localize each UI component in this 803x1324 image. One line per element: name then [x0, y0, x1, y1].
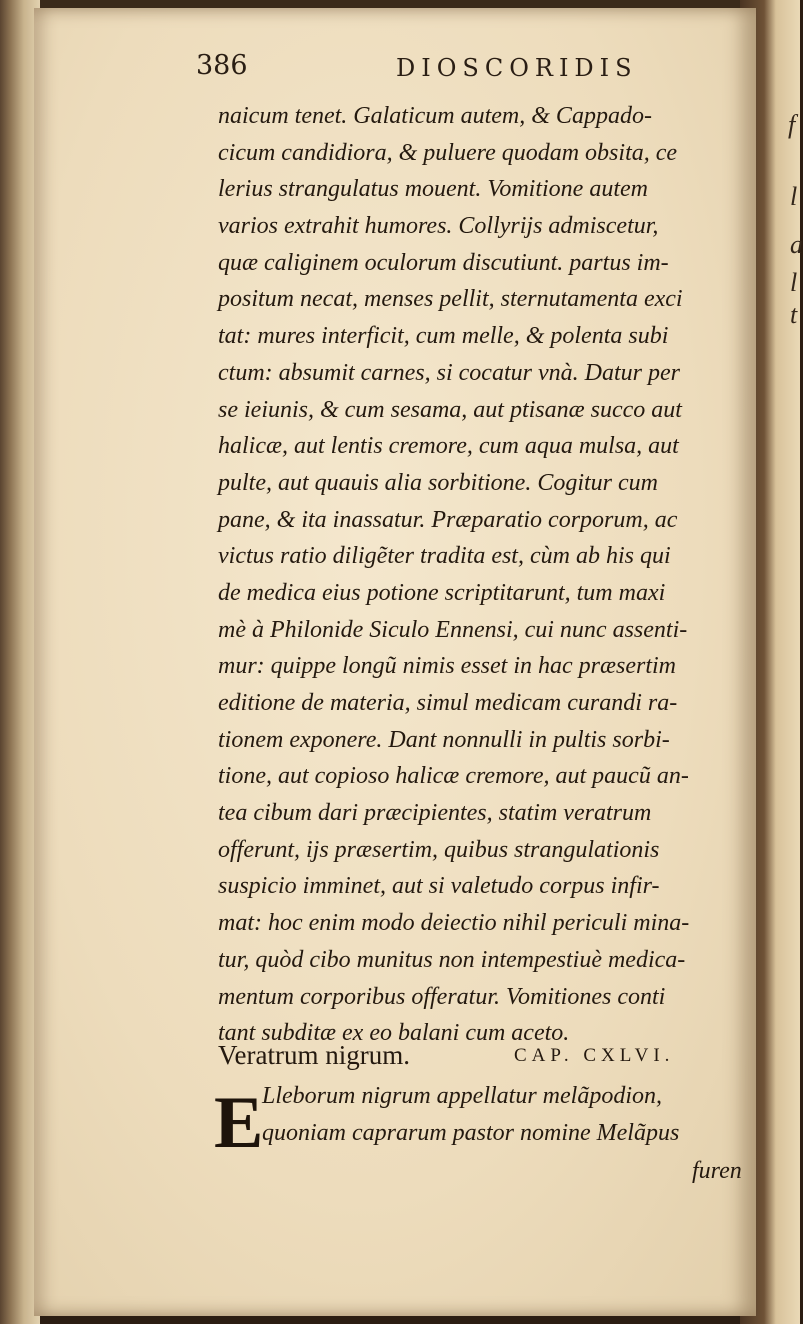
facing-glyph: a	[790, 230, 803, 259]
text-line: varios extrahit humores. Collyrijs admiscetur,	[218, 213, 659, 240]
text-line: cicum candidiora, & puluere quodam obsita, ce	[218, 139, 678, 166]
facing-glyph: l	[790, 268, 798, 297]
text-line: tant subditæ ex eo balani cum aceto.	[218, 1020, 570, 1047]
facing-glyph: f	[788, 110, 796, 139]
text-line: mentum corporibus offeratur. Vomitiones conti	[218, 983, 666, 1010]
text-line: mur: quippe longũ nimis esset in hac præsertim	[218, 653, 676, 680]
text-line: editione de materia, simul medicam curandi ra-	[218, 690, 678, 716]
text-line: quæ caliginem oculorum discutiunt. partus im-	[218, 249, 669, 276]
drop-cap: E	[214, 1082, 264, 1164]
text-line: quoniam caprarum pastor nomine Melãpus	[262, 1120, 680, 1146]
text-line: lerius strangulatus mouent. Vomitione autem	[218, 176, 648, 203]
text-line: tionem exponere. Dant nonnulli in pultis sorbi-	[218, 726, 670, 753]
page-header	[196, 50, 666, 90]
chapter-title: Veratrum nigrum.	[218, 1040, 410, 1070]
text-line: halicæ, aut lentis cremore, cum aqua mulsa, aut	[218, 433, 679, 460]
facing-page-fragment	[770, 60, 803, 1300]
text-line: positum necat, menses pellit, sternutamenta exci	[218, 286, 683, 313]
text-line: Lleborum nigrum appellatur melãpodion,	[262, 1083, 662, 1109]
body-text	[218, 98, 758, 1052]
text-line: se ieiunis, & cum sesama, aut ptisanæ succo aut	[218, 396, 682, 423]
text-line: tea cibum dari præcipientes, statim veratrum	[218, 800, 652, 827]
text-line: ctum: absumit carnes, si cocatur vnà. Datur per	[218, 359, 680, 386]
text-line: tat: mures interficit, cum melle, & polenta subi	[218, 323, 669, 350]
chapter-number: CAP. CXLVI.	[514, 1045, 675, 1066]
text-line: de medica eius potione scriptitarunt, tum maxi	[218, 579, 666, 606]
text-line: tur, quòd cibo munitus non intempestiuè medica-	[218, 946, 686, 973]
text-line: mè à Philonide Siculo Ennensi, cui nunc assenti-	[218, 616, 688, 643]
page-number: 386	[196, 50, 248, 81]
chapter-heading	[218, 1040, 758, 1078]
text-line: suspicio imminet, aut si valetudo corpus infir-	[218, 873, 660, 900]
facing-glyph: l	[790, 182, 798, 211]
text-line: naicum tenet. Galaticum autem, & Cappado-	[218, 103, 652, 129]
text-line: mat: hoc enim modo deiectio nihil periculi mina-	[218, 910, 690, 937]
text-line: pane, & ita inassatur. Præparatio corporum, ac	[218, 506, 678, 533]
facing-glyph: t	[790, 300, 798, 329]
running-head: DIOSCORIDIS	[396, 54, 638, 82]
text-line: victus ratio diligẽter tradita est, cùm ab his qui	[218, 543, 671, 570]
text-line: tione, aut copioso halicæ cremore, aut paucũ an-	[218, 763, 689, 790]
catchword: furen	[692, 1158, 742, 1184]
text-line: pulte, aut quauis alia sorbitione. Cogitur cum	[218, 469, 659, 496]
text-line: offerunt, ijs præsertim, quibus strangulationis	[218, 836, 660, 863]
